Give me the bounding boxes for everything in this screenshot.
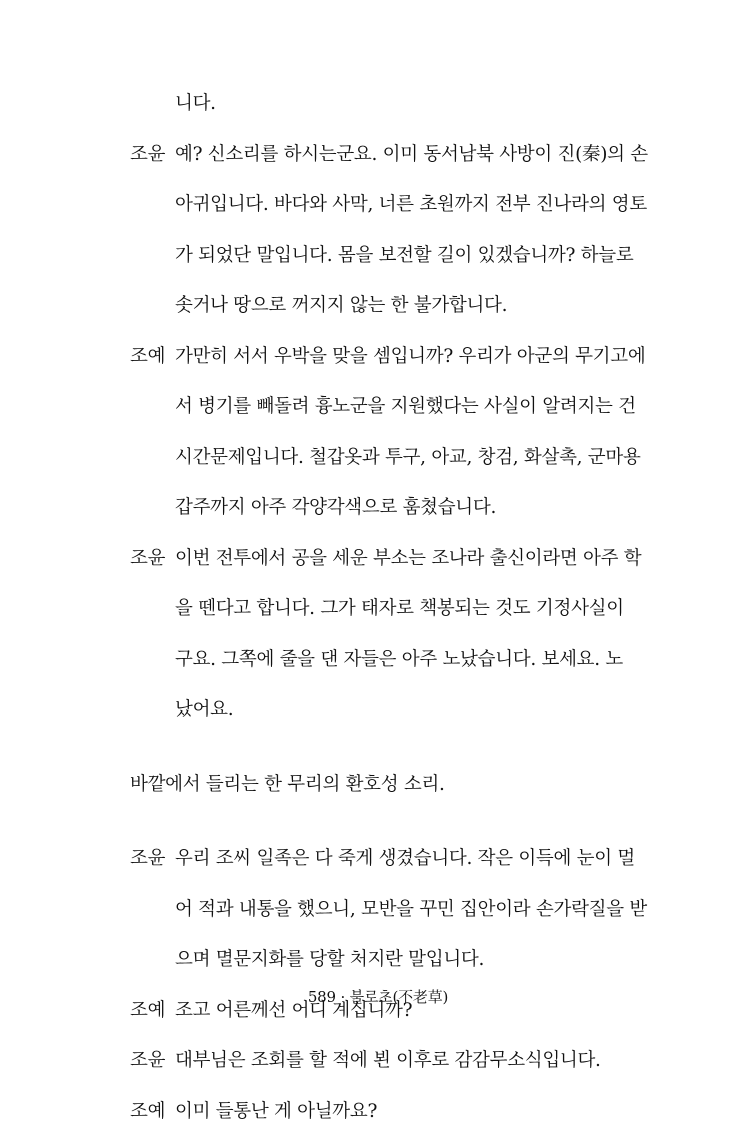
dialogue-line: 아귀입니다. 바다와 사막, 너른 초원까지 전부 진나라의 영토: [175, 194, 647, 215]
speaker-name: 조윤: [130, 1050, 166, 1071]
speaker-name: 조윤: [130, 547, 166, 569]
dialogue-line: 갑주까지 아주 각양각색으로 훔쳤습니다.: [175, 497, 497, 518]
dialogue-line: 으며 멸문지화를 당할 처지란 말입니다.: [175, 949, 485, 970]
dialogue-line: 이번 전투에서 공을 세운 부소는 조나라 출신이라면 아주 학: [175, 547, 642, 569]
dialogue-line: 구요. 그쪽에 줄을 댄 자들은 아주 노났습니다. 보세요. 노: [175, 648, 623, 670]
speaker-name: 조예: [130, 999, 166, 1021]
stage-direction: 바깥에서 들리는 한 무리의 환호성 소리.: [130, 773, 445, 795]
dialogue-line: 가 되었단 말입니다. 몸을 보전할 길이 있겠습니까? 하늘로: [175, 244, 634, 266]
speaker-name: 조예: [130, 345, 166, 367]
dialogue-line: 니다.: [175, 93, 216, 114]
speaker-name: 조윤: [130, 848, 166, 869]
dialogue-line: 서 병기를 빼돌려 흉노군을 지원했다는 사실이 알려지는 건: [175, 396, 636, 417]
dialogue-line: 났어요.: [175, 699, 234, 720]
dialogue-line: 시간문제입니다. 철갑옷과 투구, 아교, 창검, 화살촉, 군마용: [175, 446, 641, 468]
speaker-name: 조윤: [130, 143, 166, 165]
dialogue-line: 예? 신소리를 하시는군요. 이미 동서남북 사방이 진(秦)의 손: [175, 143, 648, 165]
dialogue-line: 조고 어른께선 어디 계십니까?: [175, 999, 413, 1021]
dialogue-line: 솟거나 땅으로 꺼지지 않는 한 불가합니다.: [175, 295, 508, 316]
dialogue-line: 대부님은 조회를 할 적에 뵌 이후로 감감무소식입니다.: [175, 1050, 601, 1071]
dialogue-line: 을 뗀다고 합니다. 그가 태자로 책봉되는 것도 기정사실이: [175, 598, 624, 619]
dialogue-line: 가만히 서서 우박을 맞을 셈입니까? 우리가 아군의 무기고에: [175, 345, 646, 367]
dialogue-line: 어 적과 내통을 했으니, 모반을 꾸민 집안이라 손가락질을 받: [175, 898, 647, 920]
speaker-name: 조예: [130, 1100, 166, 1122]
dialogue-line: 우리 조씨 일족은 다 죽게 생겼습니다. 작은 이득에 눈이 멀: [175, 848, 635, 869]
page-footer-folio: 589 · 불로초(不老草): [307, 988, 449, 1006]
dialogue-line: 이미 들통난 게 아닐까요?: [175, 1100, 378, 1122]
